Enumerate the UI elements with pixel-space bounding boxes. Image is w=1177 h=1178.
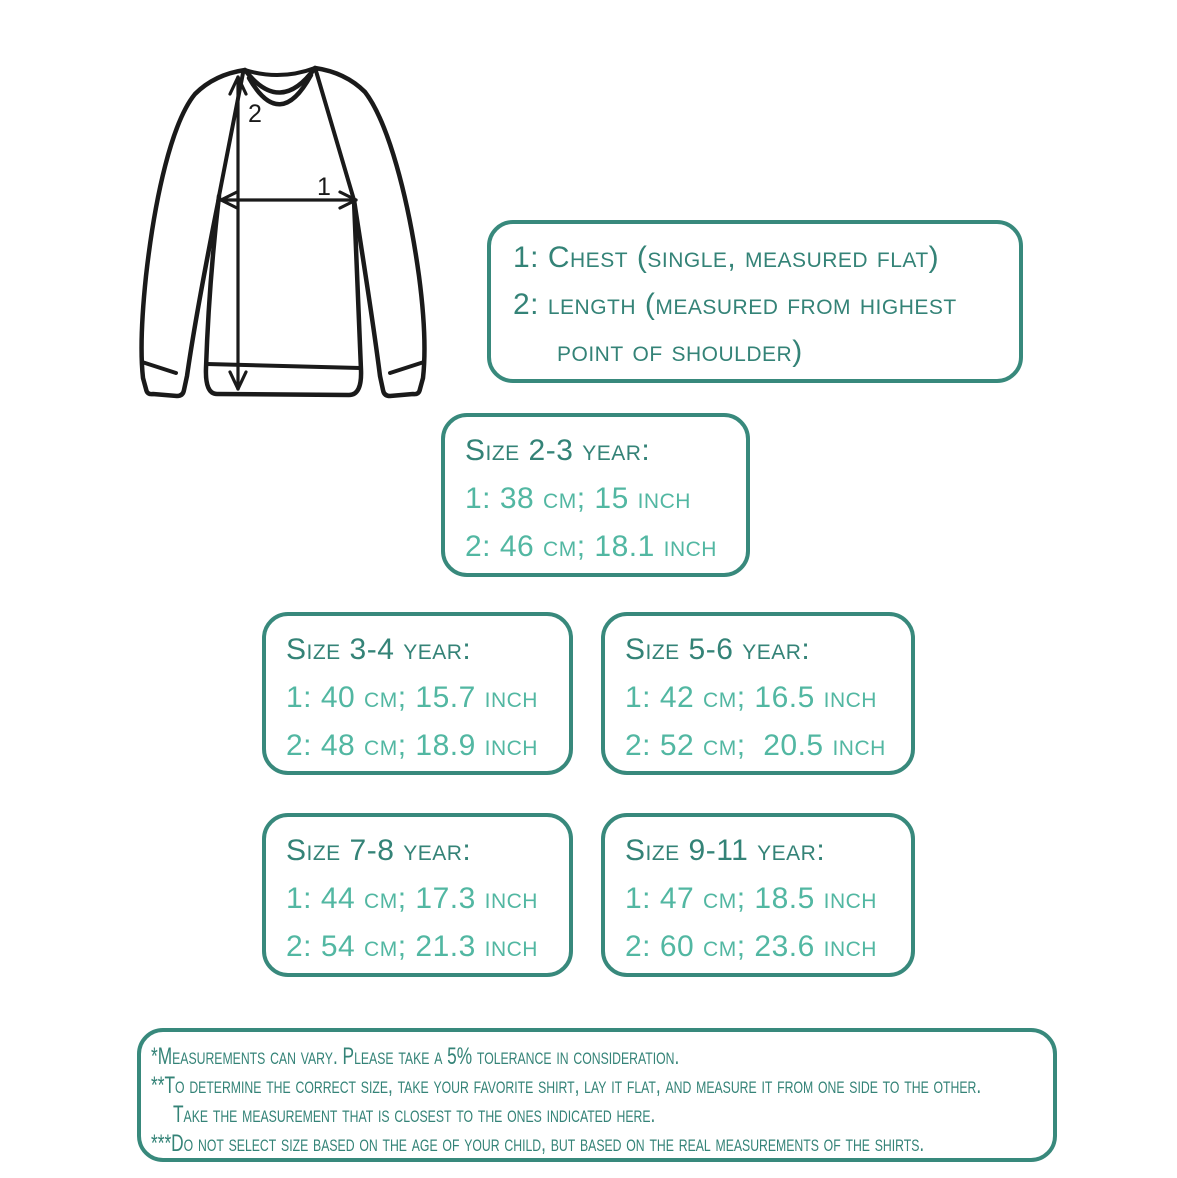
size-box-2-3-year — [441, 413, 750, 577]
size-chest-value: 1: 44 cm; 17.3 inch — [286, 882, 538, 915]
sweater-right-cuff-line — [390, 362, 424, 373]
measurement-legend-box — [487, 220, 1023, 383]
size-box-7-8-year — [262, 813, 573, 977]
size-length-value: 2: 46 cm; 18.1 inch — [465, 530, 717, 563]
footnote-how-to-measure-cont: Take the measurement that is closest to the ones indicated here. — [173, 1101, 656, 1128]
legend-length-definition: 2: length (measured from highest — [513, 288, 957, 321]
legend-chest-definition: 1: Chest (single, measured flat) — [513, 241, 940, 274]
size-title: Size 7-8 year: — [286, 834, 472, 867]
size-box-3-4-year — [262, 612, 573, 775]
size-chest-value: 1: 42 cm; 16.5 inch — [625, 681, 877, 714]
footnote-age-warning: ***Do not select size based on the age of your child, but based on the real measurements of the shirts. — [151, 1130, 925, 1157]
sweater-left-sleeve — [142, 70, 245, 396]
sweater-left-cuff-line — [142, 362, 176, 373]
footnote-how-to-measure: **To determine the correct size, take your favorite shirt, lay it flat, and measure it from one side to the other. — [151, 1072, 982, 1099]
size-length-value: 2: 48 cm; 18.9 inch — [286, 729, 538, 762]
sweater-diagram — [120, 48, 460, 428]
sweater-collar-top — [245, 68, 315, 75]
size-chest-value: 1: 38 cm; 15 inch — [465, 482, 691, 515]
footnotes-box — [137, 1028, 1057, 1162]
length-arrow-label: 2 — [248, 100, 262, 128]
size-length-value: 2: 60 cm; 23.6 inch — [625, 930, 877, 963]
sweater-hem-line — [207, 364, 360, 368]
size-title: Size 5-6 year: — [625, 633, 811, 666]
size-length-value: 2: 54 cm; 21.3 inch — [286, 930, 538, 963]
size-title: Size 3-4 year: — [286, 633, 472, 666]
size-box-9-11-year — [601, 813, 915, 977]
size-length-value: 2: 52 cm; 20.5 inch — [625, 729, 886, 762]
size-chest-value: 1: 47 cm; 18.5 inch — [625, 882, 877, 915]
size-chest-value: 1: 40 cm; 15.7 inch — [286, 681, 538, 714]
legend-length-definition-cont: point of shoulder) — [557, 335, 803, 368]
chest-arrow-label: 1 — [317, 173, 331, 201]
size-box-5-6-year — [601, 612, 915, 775]
footnote-tolerance: *Measurements can vary. Please take a 5% tolerance in consideration. — [151, 1043, 680, 1070]
size-title: Size 9-11 year: — [625, 834, 826, 867]
size-title: Size 2-3 year: — [465, 434, 651, 467]
